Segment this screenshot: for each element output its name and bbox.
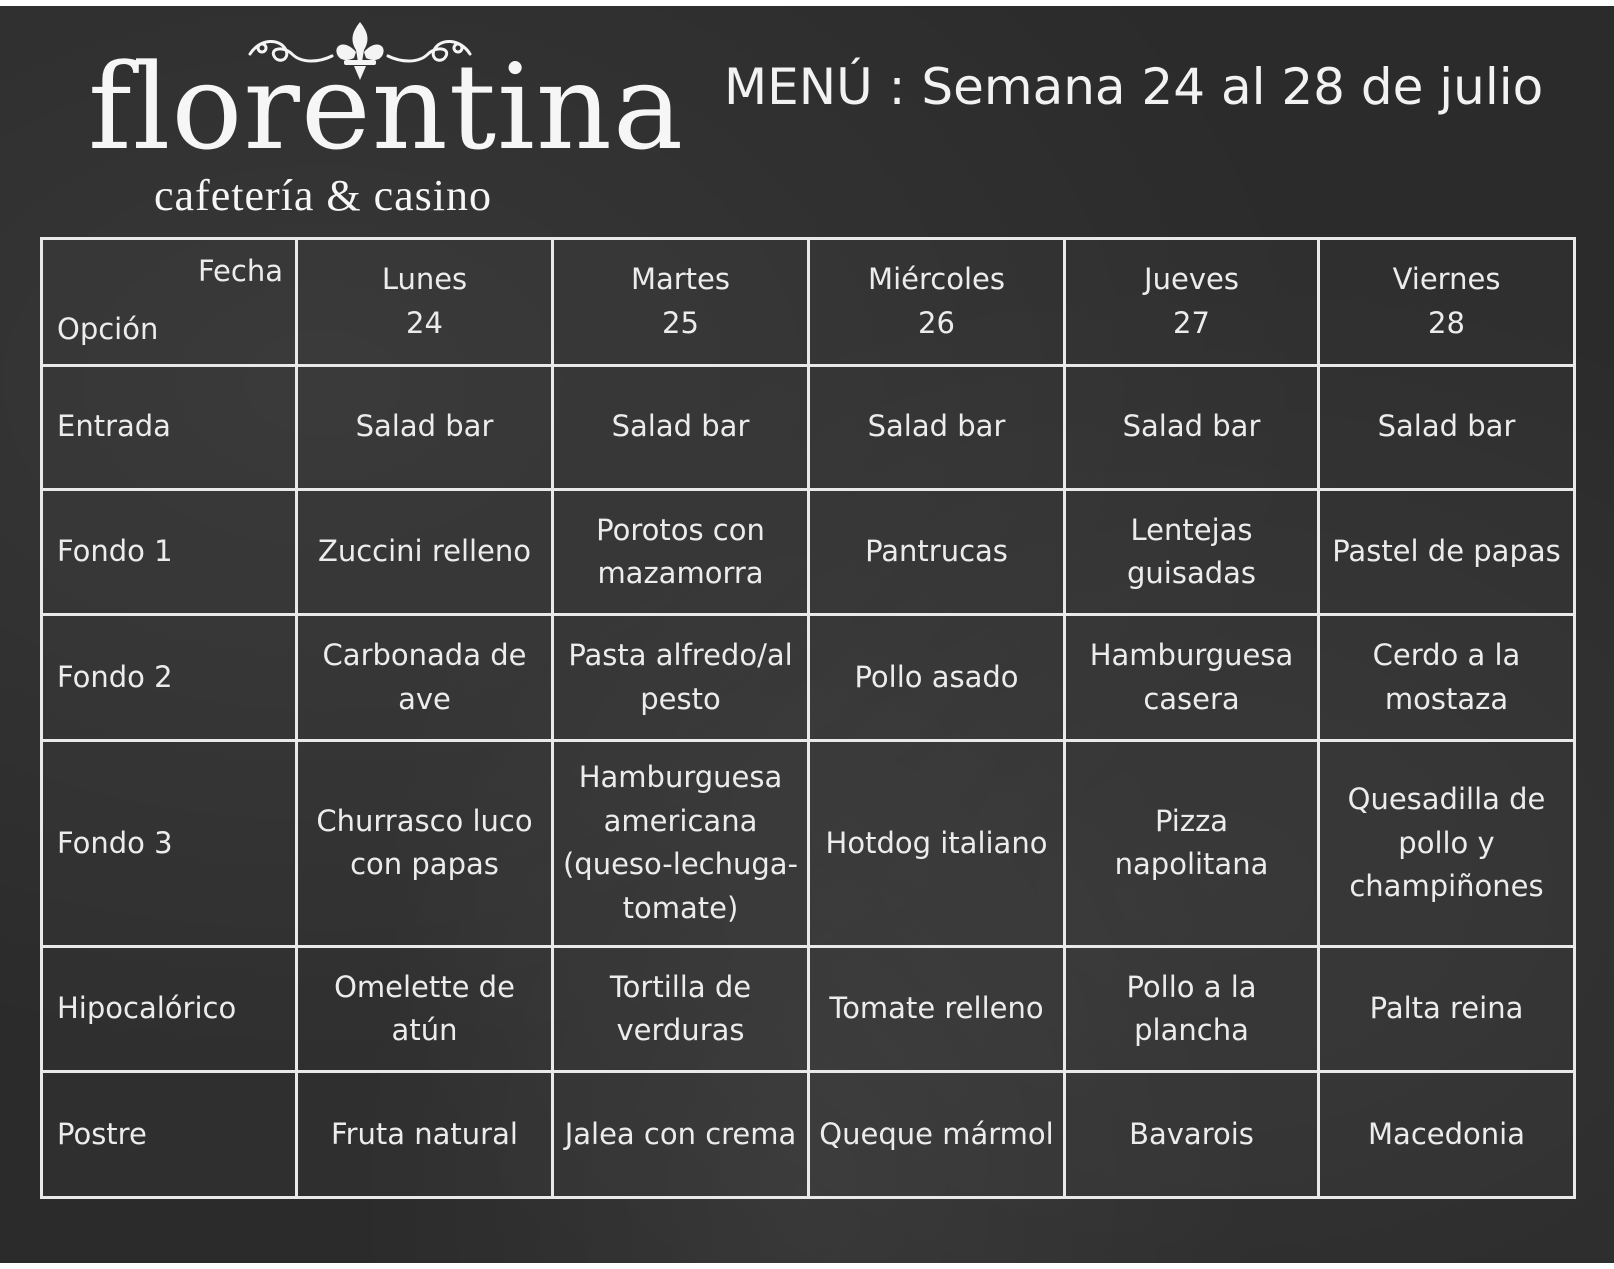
corner-fecha-label: Fecha [197, 254, 283, 288]
menu-cell: Carbonada de ave [297, 615, 553, 740]
table-row-fondo-1 [42, 489, 1575, 614]
day-name: Martes [630, 262, 731, 297]
menu-cell: Bavarois [1065, 1072, 1319, 1198]
menu-cell: Omelette de atún [297, 947, 553, 1072]
day-header-martes [553, 239, 809, 366]
brand-subtitle: cafetería & casino [154, 171, 493, 220]
brand-name: florentina [88, 38, 685, 176]
row-label: Fondo 3 [42, 740, 297, 946]
menu-cell: Quesadilla de pollo y champiñones [1319, 740, 1575, 946]
day-header-viernes [1319, 239, 1575, 366]
corner-opcion-label: Opción [57, 312, 159, 346]
menu-cell: Hamburguesa casera [1065, 615, 1319, 740]
table-row-entrada [42, 365, 1575, 489]
menu-cell: Salad bar [809, 365, 1065, 489]
menu-cell: Macedonia [1319, 1072, 1575, 1198]
menu-cell: Salad bar [1319, 365, 1575, 489]
menu-cell: Zuccini relleno [297, 489, 553, 614]
day-number: 26 [918, 305, 955, 340]
row-label: Postre [42, 1072, 297, 1198]
row-label: Fondo 2 [42, 615, 297, 740]
day-header-jueves [1065, 239, 1319, 366]
menu-cell: Churrasco luco con papas [297, 740, 553, 946]
day-name: Lunes [381, 262, 468, 297]
menu-cell: Salad bar [553, 365, 809, 489]
menu-cell: Pollo a la plancha [1065, 947, 1319, 1072]
chalkboard-background [0, 6, 1614, 1263]
menu-cell: Lentejas guisadas [1065, 489, 1319, 614]
row-label: Fondo 1 [42, 489, 297, 614]
menu-cell: Tomate relleno [809, 947, 1065, 1072]
menu-cell: Hotdog italiano [809, 740, 1065, 946]
day-header-lunes [297, 239, 553, 366]
menu-cell: Pasta alfredo/al pesto [553, 615, 809, 740]
menu-cell: Fruta natural [297, 1072, 553, 1198]
table-row-hipocalorico [42, 947, 1575, 1072]
menu-cell: Hamburguesa americana (queso-lechuga-tomate) [553, 740, 809, 946]
menu-cell: Pizza napolitana [1065, 740, 1319, 946]
table-row-fondo-2 [42, 615, 1575, 740]
day-name: Miércoles [868, 262, 1005, 297]
menu-cell: Cerdo a la mostaza [1319, 615, 1575, 740]
menu-cell: Porotos con mazamorra [553, 489, 809, 614]
row-label: Hipocalórico [42, 947, 297, 1072]
florentina-logo [80, 14, 685, 234]
table-row-fondo-3 [42, 740, 1575, 946]
table-header-row [42, 239, 1575, 366]
day-name: Jueves [1144, 262, 1239, 297]
menu-cell: Queque mármol [809, 1072, 1065, 1198]
menu-cell: Salad bar [1065, 365, 1319, 489]
menu-title: MENÚ : Semana 24 al 28 de julio [724, 58, 1544, 116]
weekly-menu-table [40, 237, 1576, 1199]
day-header-miercoles [809, 239, 1065, 366]
day-number: 28 [1428, 305, 1465, 340]
corner-cell [42, 239, 297, 366]
menu-cell: Pollo asado [809, 615, 1065, 740]
day-number: 24 [406, 305, 443, 340]
menu-cell: Jalea con crema [553, 1072, 809, 1198]
row-label: Entrada [42, 365, 297, 489]
menu-cell: Pastel de papas [1319, 489, 1575, 614]
table-row-postre [42, 1072, 1575, 1198]
menu-cell: Pantrucas [809, 489, 1065, 614]
menu-cell: Tortilla de verduras [553, 947, 809, 1072]
menu-cell: Salad bar [297, 365, 553, 489]
day-number: 25 [662, 305, 699, 340]
day-number: 27 [1173, 305, 1210, 340]
menu-cell: Palta reina [1319, 947, 1575, 1072]
day-name: Viernes [1392, 262, 1501, 297]
